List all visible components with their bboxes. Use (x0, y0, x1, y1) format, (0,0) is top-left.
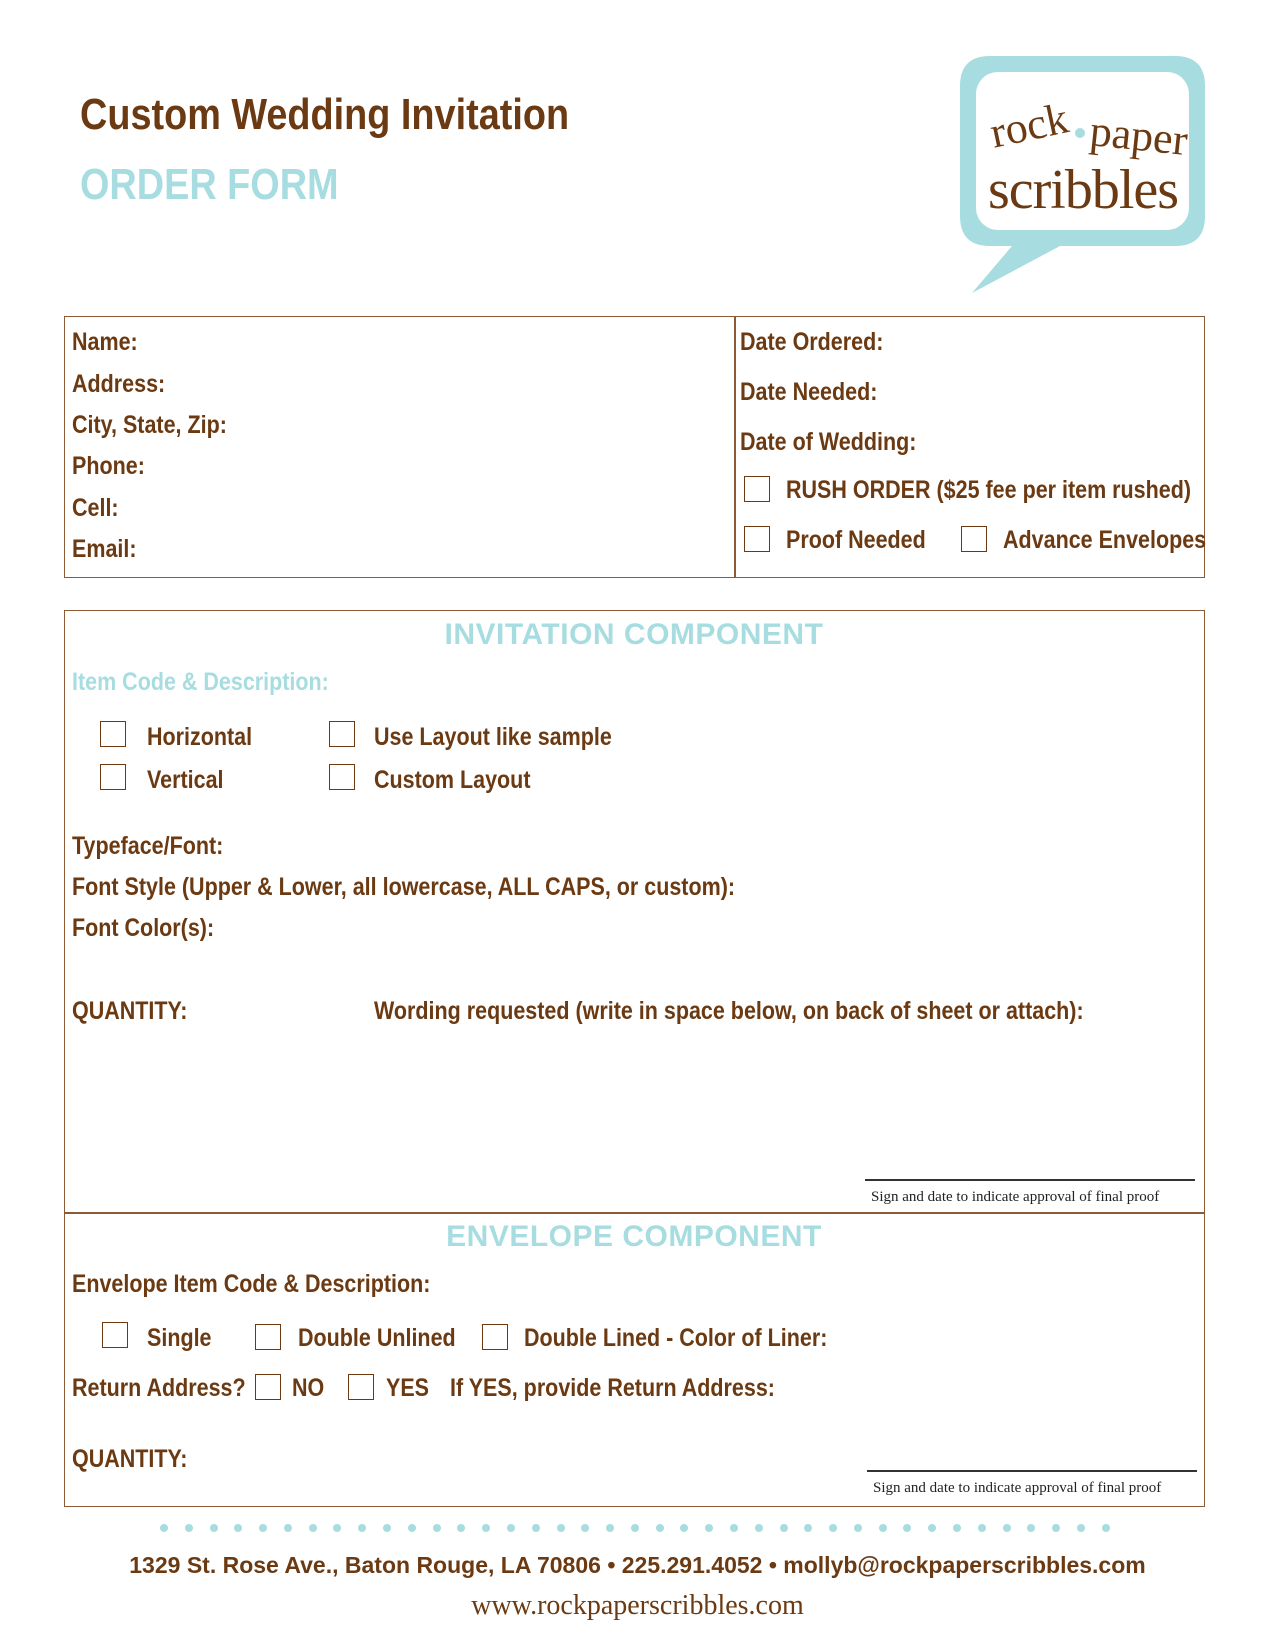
logo-paper: paper (1087, 106, 1191, 165)
single-checkbox[interactable] (102, 1322, 128, 1348)
horizontal-checkbox[interactable] (100, 721, 126, 747)
return-no-label: NO (292, 1374, 325, 1402)
custom-layout-label: Custom Layout (374, 766, 531, 794)
font-style-label: Font Style (Upper & Lower, all lowercase, ALL CAPS, or custom): (72, 873, 736, 901)
vertical-label: Vertical (147, 766, 224, 794)
envelope-quantity-label: QUANTITY: (72, 1445, 188, 1473)
advance-envelopes-label: Advance Envelopes (1003, 526, 1207, 554)
custom-layout-checkbox[interactable] (329, 764, 355, 790)
invitation-sign-note: Sign and date to indicate approval of final proof (871, 1189, 1160, 1205)
date-of-wedding-label: Date of Wedding: (740, 428, 917, 456)
logo-scribbles: scribbles (988, 159, 1179, 221)
email-label: Email: (72, 535, 137, 563)
single-label: Single (147, 1324, 212, 1352)
double-unlined-checkbox[interactable] (255, 1324, 281, 1350)
double-lined-label: Double Lined - Color of Liner: (524, 1324, 828, 1352)
form-subtitle: ORDER FORM (80, 160, 339, 209)
return-yes-checkbox[interactable] (348, 1374, 374, 1400)
cell-label: Cell: (72, 494, 119, 522)
envelope-section-title: ENVELOPE COMPONENT (446, 1220, 822, 1253)
typeface-label: Typeface/Font: (72, 832, 224, 860)
logo (950, 48, 1215, 298)
customer-order-divider (734, 316, 736, 578)
address-label: Address: (72, 370, 166, 398)
logo-dot-icon (1075, 128, 1085, 138)
date-needed-label: Date Needed: (740, 378, 878, 406)
envelope-item-code-label: Envelope Item Code & Description: (72, 1270, 431, 1298)
if-yes-label: If YES, provide Return Address: (450, 1374, 775, 1402)
proof-needed-label: Proof Needed (786, 526, 926, 554)
components-divider (64, 1212, 1205, 1214)
envelope-signature-line[interactable] (867, 1470, 1197, 1472)
font-color-label: Font Color(s): (72, 914, 215, 942)
rush-order-label: RUSH ORDER ($25 fee per item rushed) (786, 476, 1192, 504)
double-unlined-label: Double Unlined (298, 1324, 456, 1352)
return-no-checkbox[interactable] (255, 1374, 281, 1400)
footer-website[interactable]: www.rockpaperscribbles.com (471, 1590, 804, 1621)
wording-label: Wording requested (write in space below, on back of sheet or attach): (374, 997, 1084, 1025)
invitation-signature-line[interactable] (865, 1179, 1195, 1181)
footer-address: 1329 St. Rose Ave., Baton Rouge, LA 70806 • 225.291.4052 • mollyb@rockpaperscribbles.com (129, 1552, 1146, 1578)
item-code-label: Item Code & Description: (72, 668, 329, 696)
advance-envelopes-checkbox[interactable] (961, 526, 987, 552)
invitation-quantity-label: QUANTITY: (72, 997, 188, 1025)
footer-dots (160, 1524, 1110, 1532)
phone-label: Phone: (72, 452, 145, 480)
date-ordered-label: Date Ordered: (740, 328, 884, 356)
return-address-label: Return Address? (72, 1374, 246, 1402)
return-yes-label: YES (386, 1374, 430, 1402)
proof-needed-checkbox[interactable] (744, 526, 770, 552)
name-label: Name: (72, 328, 138, 356)
form-title: Custom Wedding Invitation (80, 90, 570, 139)
use-layout-label: Use Layout like sample (374, 723, 612, 751)
rush-order-checkbox[interactable] (744, 476, 770, 502)
use-layout-checkbox[interactable] (329, 721, 355, 747)
logo-rock: rock (985, 93, 1073, 158)
invitation-section-title: INVITATION COMPONENT (444, 618, 824, 651)
city-state-zip-label: City, State, Zip: (72, 411, 227, 439)
vertical-checkbox[interactable] (100, 764, 126, 790)
double-lined-checkbox[interactable] (482, 1324, 508, 1350)
envelope-sign-note: Sign and date to indicate approval of final proof (873, 1480, 1162, 1496)
horizontal-label: Horizontal (147, 723, 253, 751)
